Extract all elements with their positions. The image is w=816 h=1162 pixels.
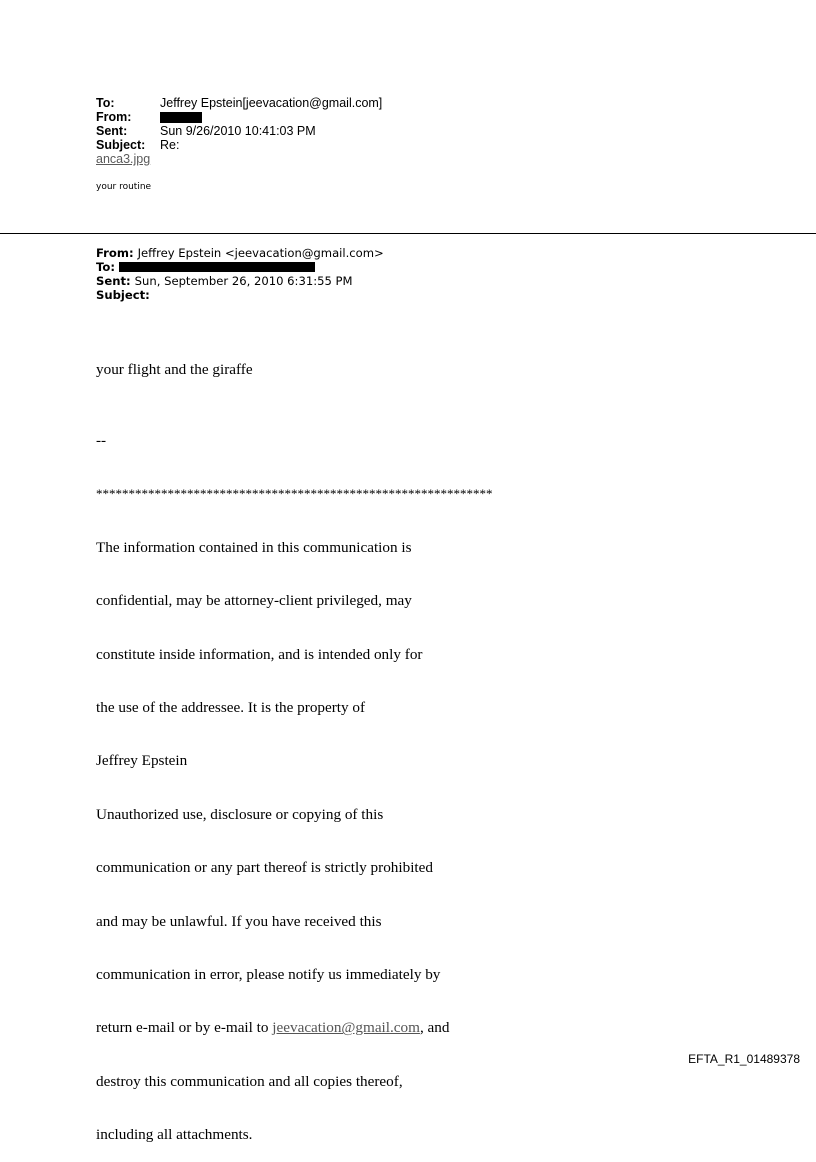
divider-line	[0, 233, 816, 234]
disclaimer-line: including all attachments.	[96, 1126, 253, 1144]
subject-value: Re:	[160, 138, 180, 152]
attachment-link[interactable]: anca3.jpg	[96, 152, 151, 166]
disclaimer-line: The information contained in this communication is	[96, 538, 412, 556]
disclaimer-text: return e-mail or by e-mail to	[96, 1019, 273, 1037]
sent-row	[96, 124, 382, 138]
attachment-row	[96, 152, 382, 166]
disclaimer-line: the use of the addressee. It is the property of	[96, 698, 366, 716]
to-value: Jeffrey Epstein[jeevacation@gmail.com]	[160, 96, 383, 110]
quoted-to-row	[96, 260, 384, 274]
quoted-from-value: Jeffrey Epstein <jeevacation@gmail.com>	[137, 246, 384, 260]
quoted-sent-value: Sun, September 26, 2010 6:31:55 PM	[134, 274, 353, 288]
signature-separator: --	[96, 431, 107, 449]
email-header	[96, 96, 382, 194]
quoted-subject-label: Subject:	[96, 288, 150, 302]
bates-number: EFTA_R1_01489378	[688, 1052, 800, 1066]
disclaimer-line: communication in error, please notify us immediately by	[96, 965, 441, 983]
disclaimer-line: constitute inside information, and is intended only for	[96, 645, 423, 663]
sent-label: Sent:	[96, 124, 128, 138]
disclaimer-line: and may be unlawful. If you have received this	[96, 912, 382, 930]
quoted-from-label: From:	[96, 246, 134, 260]
from-label: From:	[96, 110, 132, 124]
redaction-bar	[119, 262, 315, 272]
to-row	[96, 96, 382, 110]
message-text: your flight and the giraffe	[96, 360, 253, 378]
to-label: To:	[96, 96, 115, 110]
subject-row	[96, 138, 382, 152]
disclaimer-line: communication or any part thereof is strictly prohibited	[96, 859, 433, 877]
quoted-to-label: To:	[96, 260, 115, 274]
disclaimer-line: Jeffrey Epstein	[96, 752, 188, 770]
redaction-bar	[160, 112, 202, 123]
disclaimer-line: destroy this communication and all copies thereof,	[96, 1072, 403, 1090]
quoted-header	[96, 246, 384, 302]
email-body	[96, 325, 493, 1162]
quoted-sent-row	[96, 274, 384, 288]
from-row	[96, 110, 382, 124]
message-note: your routine	[96, 182, 152, 192]
email-link[interactable]: jeevacation@gmail.com	[272, 1019, 420, 1037]
disclaimer-line: Unauthorized use, disclosure or copying of this	[96, 805, 384, 823]
disclaimer-line-with-link	[96, 1019, 493, 1037]
star-rule: *************************************************************	[96, 486, 493, 502]
subject-label: Subject:	[96, 138, 146, 152]
quoted-subject-row	[96, 288, 384, 302]
disclaimer-line: confidential, may be attorney-client privileged, may	[96, 592, 412, 610]
sent-value: Sun 9/26/2010 10:41:03 PM	[160, 124, 316, 138]
quoted-from-row	[96, 246, 384, 260]
disclaimer-text: , and	[419, 1019, 450, 1037]
quoted-sent-label: Sent:	[96, 274, 131, 288]
